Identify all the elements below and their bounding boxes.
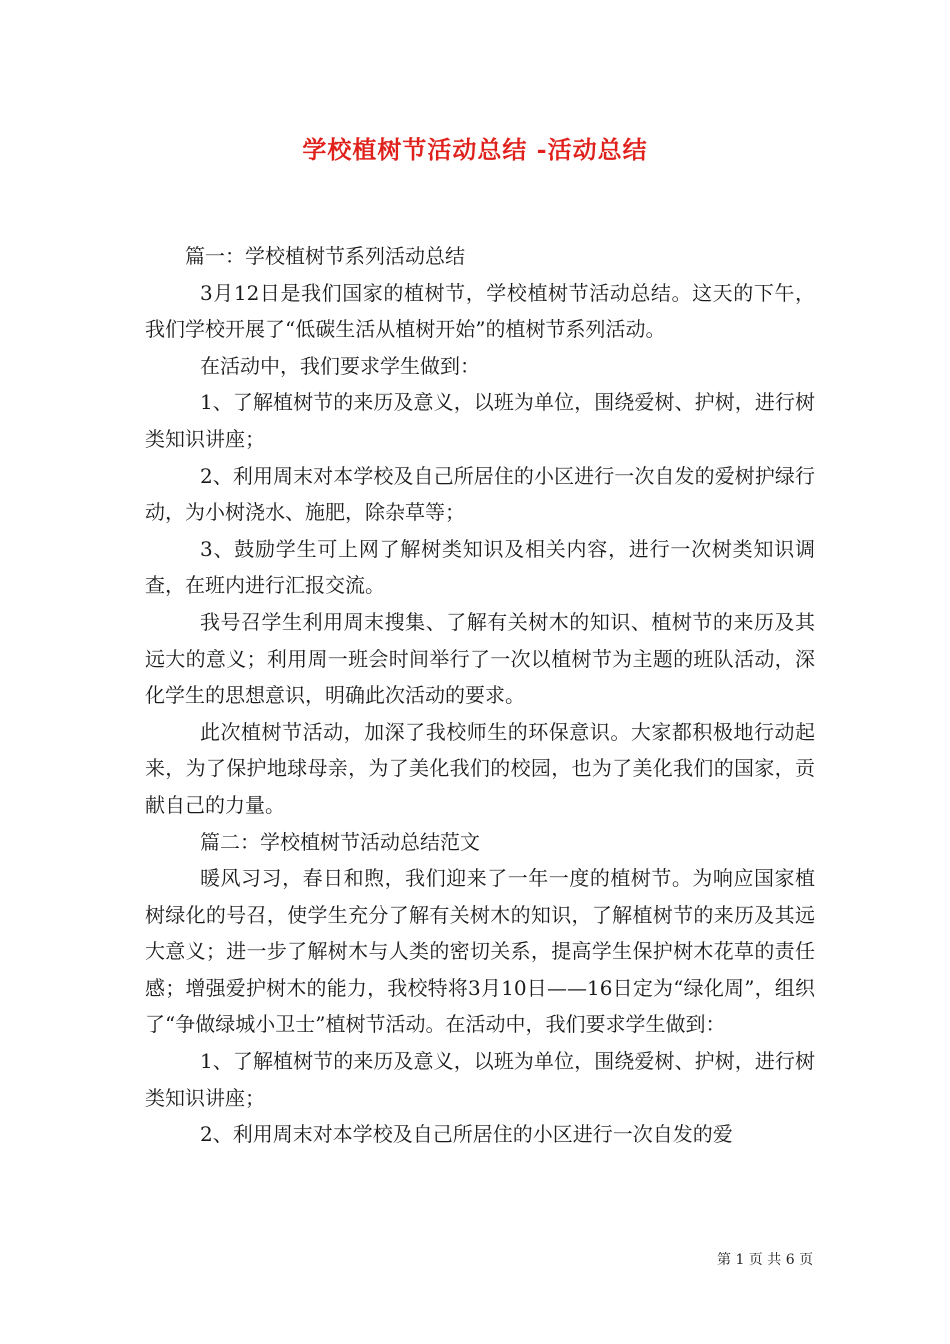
- document-title: 学校植树节活动总结 -活动总结: [302, 135, 648, 164]
- paragraph: 我号召学生利用周末搜集、了解有关树木的知识、植树节的来历及其远大的意义；利用周一班会时间举行了一次以植树节为主题的班队活动，深化学生的思想意识，明确此次活动的要求。: [145, 609, 815, 708]
- list-item: 1、了解植树节的来历及意义，以班为单位，围绕爱树、护树，进行树类知识讲座；: [145, 390, 815, 451]
- list-item: 2、利用周末对本学校及自己所居住的小区进行一次自发的爱: [200, 1122, 733, 1147]
- document-body: [145, 238, 815, 1153]
- section-heading-2: 篇二：学校植树节活动总结范文: [200, 829, 480, 854]
- page-number-footer: 第 1 页 共 6 页: [717, 1252, 814, 1268]
- paragraph: 在活动中，我们要求学生做到：: [200, 353, 480, 378]
- paragraph: 3月12日是我们国家的植树节，学校植树节活动总结。这天的下午，我们学校开展了“低碳生活从植树开始”的植树节系列活动。: [145, 280, 815, 342]
- list-item: 2、利用周末对本学校及自己所居住的小区进行一次自发的爱树护绿行动，为小树浇水、施肥，除杂草等；: [145, 463, 815, 525]
- paragraph: 暖风习习，春日和煦，我们迎来了一年一度的植树节。为响应国家植树绿化的号召，使学生充分了解有关树木的知识，了解植树节的来历及其远大意义；进一步了解树木与人类的密切关系，提高学生保护树木花草的责任感；增强爱护树木的能力，我校特将3月10日——16日定为“绿化周”，组织了“争做绿城小卫士”植树节活动。在活动中，我们要求学生做到：: [145, 866, 815, 1037]
- list-item: 1、了解植树节的来历及意义，以班为单位，围绕爱树、护树，进行树类知识讲座；: [145, 1049, 815, 1110]
- section-heading-1: 篇一：学校植树节系列活动总结: [185, 244, 465, 268]
- list-item: 3、鼓励学生可上网了解树类知识及相关内容，进行一次树类知识调查，在班内进行汇报交流。: [145, 536, 815, 598]
- paragraph: 此次植树节活动，加深了我校师生的环保意识。大家都积极地行动起来，为了保护地球母亲，为了美化我们的校园，也为了美化我们的国家，贡献自己的力量。: [145, 719, 815, 817]
